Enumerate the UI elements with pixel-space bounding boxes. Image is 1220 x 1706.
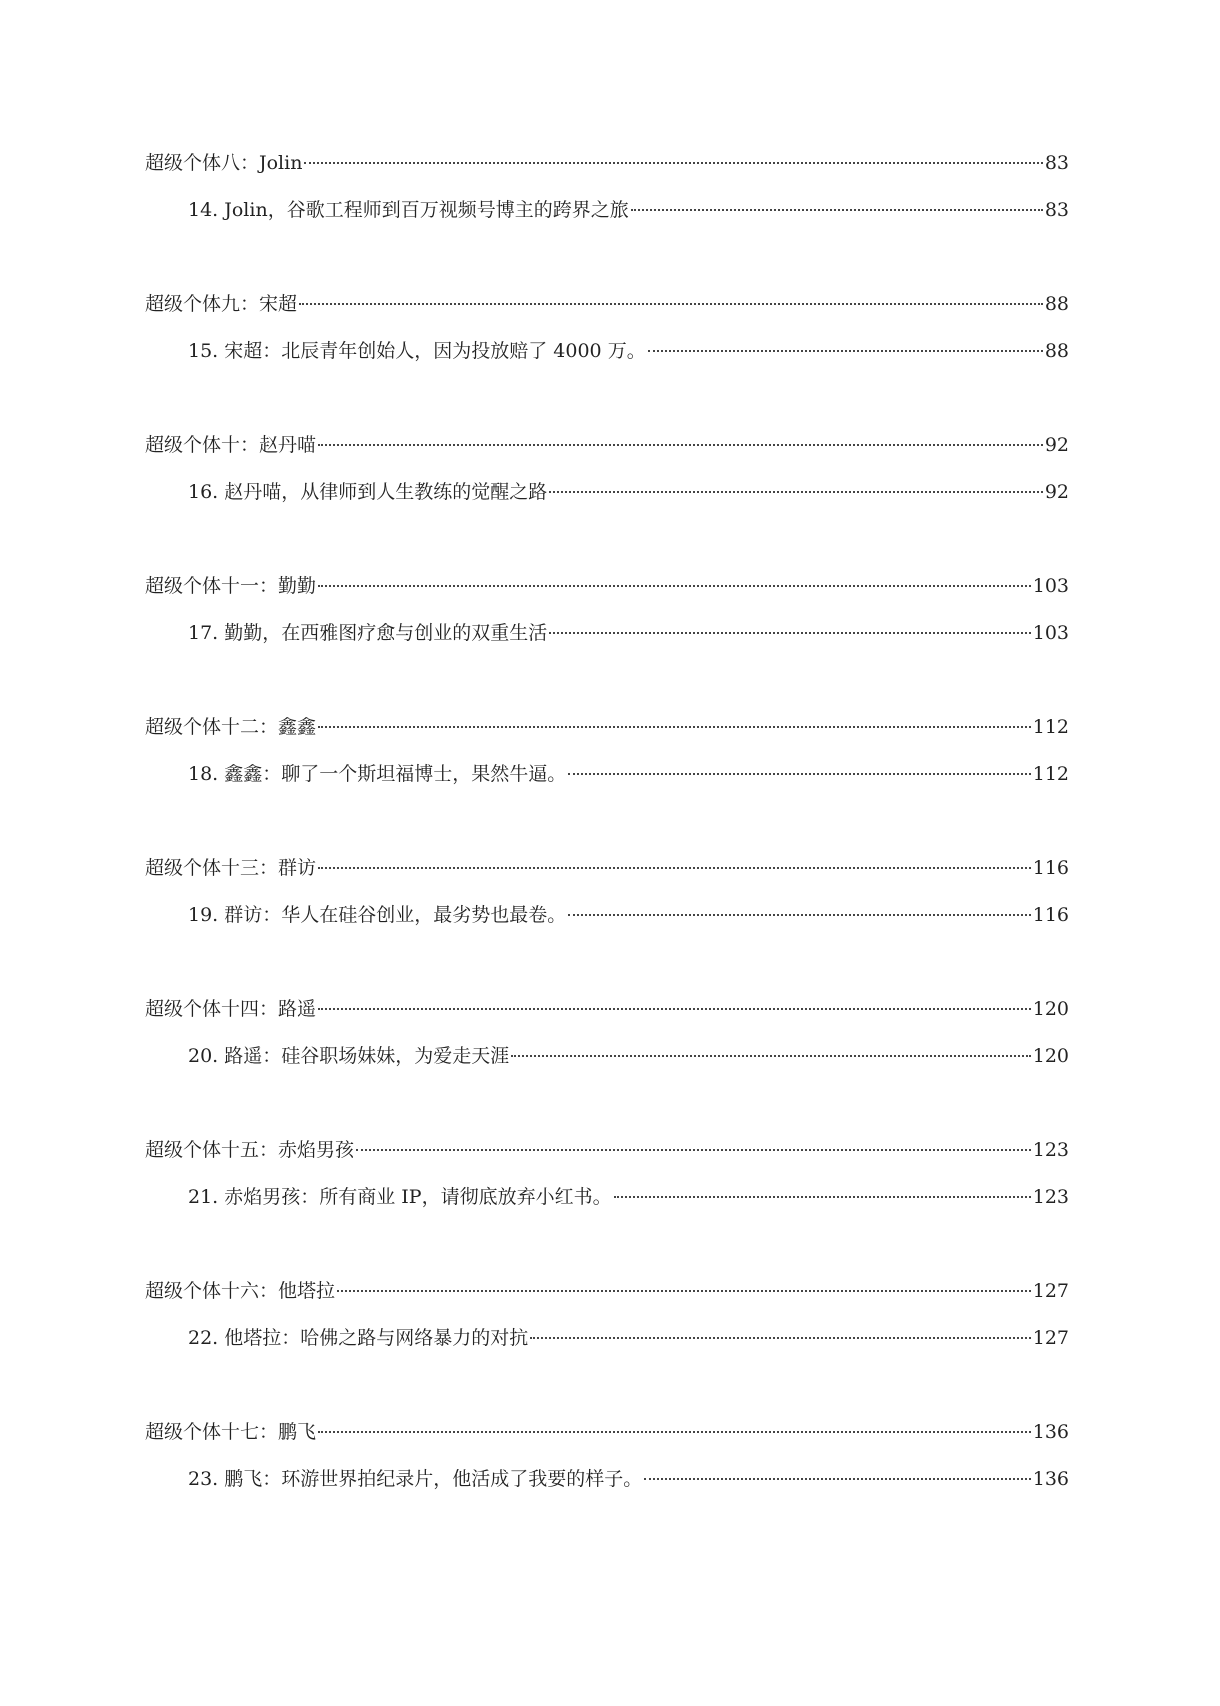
toc-chapter-entry[interactable] (188, 902, 1069, 928)
toc-dot-leader (648, 350, 1043, 352)
toc-page-number: 83 (1044, 199, 1069, 221)
toc-entry-title: 超级个体十四：路遥 (145, 998, 317, 1020)
toc-entry-title: 16. 赵丹喵，从律师到人生教练的觉醒之路 (188, 481, 548, 503)
toc-page-number: 112 (1032, 763, 1069, 785)
toc-chapter-entry[interactable] (188, 620, 1069, 646)
toc-entry-title: 21. 赤焰男孩：所有商业 IP，请彻底放弃小红书。 (188, 1186, 612, 1208)
toc-chapter-entry[interactable] (188, 761, 1069, 787)
toc-page-number: 103 (1032, 575, 1069, 597)
toc-section-entry[interactable] (145, 432, 1069, 458)
toc-dot-leader (549, 491, 1043, 493)
toc-page-number: 112 (1032, 716, 1069, 738)
toc-section-entry[interactable] (145, 1278, 1069, 1304)
toc-entry-title: 超级个体十三：群访 (145, 857, 317, 879)
toc-dot-leader (644, 1478, 1030, 1480)
toc-page-number: 127 (1032, 1327, 1069, 1349)
toc-chapter-entry[interactable] (188, 197, 1069, 223)
toc-section-entry[interactable] (145, 996, 1069, 1022)
toc-page-number: 127 (1032, 1280, 1069, 1302)
toc-entry-title: 超级个体十五：赤焰男孩 (145, 1139, 355, 1161)
toc-page-number: 88 (1044, 293, 1069, 315)
toc-entry-title: 17. 勤勤，在西雅图疗愈与创业的双重生活 (188, 622, 548, 644)
toc-section-entry[interactable] (145, 291, 1069, 317)
toc-page-number: 116 (1032, 904, 1069, 926)
toc-page-number: 83 (1044, 152, 1069, 174)
toc-chapter-entry[interactable] (188, 479, 1069, 505)
toc-section-entry[interactable] (145, 1419, 1069, 1445)
toc-entry-title: 15. 宋超：北辰青年创始人，因为投放赔了 4000 万。 (188, 340, 646, 362)
toc-chapter-entry[interactable] (188, 1466, 1069, 1492)
toc-section-entry[interactable] (145, 714, 1069, 740)
toc-entry-title: 超级个体八：Jolin (145, 152, 303, 174)
toc-dot-leader (614, 1196, 1031, 1198)
toc-chapter-entry[interactable] (188, 338, 1069, 364)
toc-dot-leader (568, 914, 1030, 916)
toc-page-number: 120 (1032, 1045, 1069, 1067)
toc-dot-leader (337, 1290, 1031, 1292)
toc-entry-title: 超级个体十：赵丹喵 (145, 434, 317, 456)
toc-dot-leader (631, 209, 1043, 211)
toc-section-entry[interactable] (145, 150, 1069, 176)
toc-dot-leader (568, 773, 1030, 775)
toc-chapter-entry[interactable] (188, 1043, 1069, 1069)
toc-page-number: 116 (1032, 857, 1069, 879)
toc-entry-title: 超级个体十六：他塔拉 (145, 1280, 336, 1302)
toc-section-entry[interactable] (145, 855, 1069, 881)
toc-dot-leader (299, 303, 1043, 305)
toc-dot-leader (318, 1431, 1031, 1433)
toc-page-number: 103 (1032, 622, 1069, 644)
toc-dot-leader (318, 726, 1031, 728)
toc-entry-title: 14. Jolin，谷歌工程师到百万视频号博主的跨界之旅 (188, 199, 629, 221)
toc-page-number: 120 (1032, 998, 1069, 1020)
toc-dot-leader (356, 1149, 1031, 1151)
toc-chapter-entry[interactable] (188, 1184, 1069, 1210)
toc-dot-leader (549, 632, 1030, 634)
toc-page-number: 92 (1044, 481, 1069, 503)
toc-entry-title: 超级个体十一：勤勤 (145, 575, 317, 597)
toc-page-number: 123 (1032, 1139, 1069, 1161)
toc-entry-title: 20. 路遥：硅谷职场妹妹，为爱走天涯 (188, 1045, 510, 1067)
toc-entry-title: 22. 他塔拉：哈佛之路与网络暴力的对抗 (188, 1327, 529, 1349)
toc-dot-leader (318, 867, 1031, 869)
toc-dot-leader (318, 1008, 1031, 1010)
toc-section-entry[interactable] (145, 1137, 1069, 1163)
toc-page-number: 92 (1044, 434, 1069, 456)
toc-entry-title: 超级个体十七：鹏飞 (145, 1421, 317, 1443)
toc-entry-title: 超级个体十二：鑫鑫 (145, 716, 317, 738)
toc-page-number: 136 (1032, 1468, 1069, 1490)
toc-dot-leader (304, 162, 1042, 164)
toc-dot-leader (511, 1055, 1030, 1057)
toc-entry-title: 23. 鹏飞：环游世界拍纪录片，他活成了我要的样子。 (188, 1468, 643, 1490)
toc-dot-leader (530, 1337, 1030, 1339)
toc-entry-title: 19. 群访：华人在硅谷创业，最劣势也最卷。 (188, 904, 567, 926)
toc-chapter-entry[interactable] (188, 1325, 1069, 1351)
toc-section-entry[interactable] (145, 573, 1069, 599)
toc-entry-title: 18. 鑫鑫：聊了一个斯坦福博士，果然牛逼。 (188, 763, 567, 785)
toc-page-number: 136 (1032, 1421, 1069, 1443)
toc-page-number: 123 (1032, 1186, 1069, 1208)
toc-dot-leader (318, 444, 1043, 446)
toc-dot-leader (318, 585, 1031, 587)
toc-entry-title: 超级个体九：宋超 (145, 293, 298, 315)
toc-page-number: 88 (1044, 340, 1069, 362)
